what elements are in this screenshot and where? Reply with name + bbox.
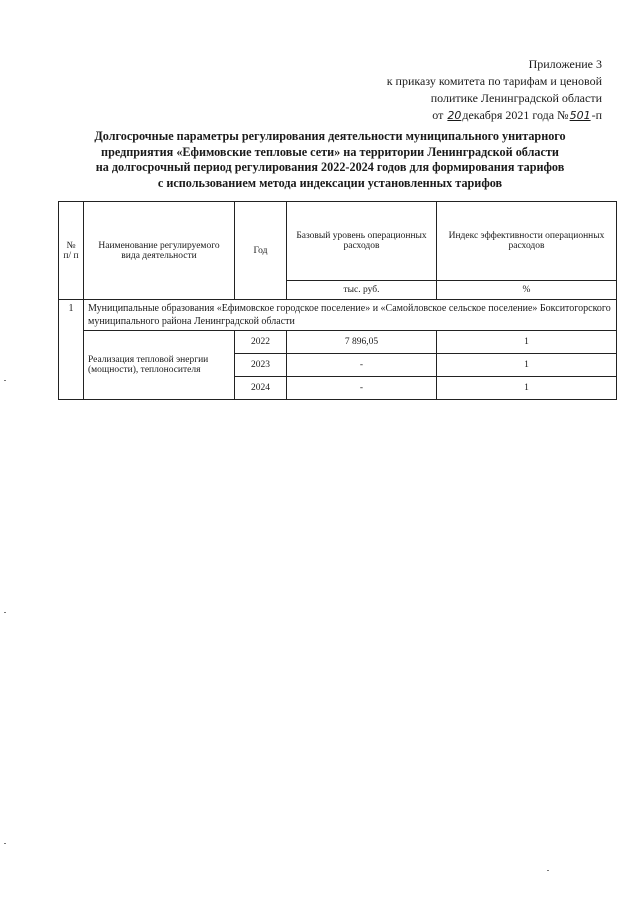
parameters-table <box>58 201 617 400</box>
scan-speck <box>4 843 6 844</box>
appendix-date-line <box>342 107 602 124</box>
appendix-title: Приложение 3 <box>528 57 602 71</box>
header-row <box>59 202 617 281</box>
date-rest: декабря 2021 года № <box>462 108 569 122</box>
activity-name: Реализация тепловой энергии (мощности), теплоносителя <box>84 331 235 400</box>
base-level-cell: - <box>287 377 437 400</box>
unit-base: тыс. руб. <box>287 281 437 300</box>
scan-speck <box>4 612 6 613</box>
handwritten-day: 20 <box>447 109 462 122</box>
title-line-2: предприятия «Ефимовские тепловые сети» на территории Ленинградской области <box>101 144 559 159</box>
index-cell: 1 <box>437 331 617 354</box>
date-prefix: от <box>432 108 444 122</box>
base-level-cell: 7 896,05 <box>287 331 437 354</box>
header-efficiency-index: Индекс эффективности операционных расходов <box>437 202 617 281</box>
scan-speck <box>547 870 549 871</box>
region-row <box>59 300 617 331</box>
table-row <box>59 331 617 354</box>
year-cell: 2022 <box>235 331 287 354</box>
unit-index: % <box>437 281 617 300</box>
header-year: Год <box>235 202 287 300</box>
handwritten-order-number: 501 <box>569 109 591 122</box>
year-cell: 2024 <box>235 377 287 400</box>
index-cell: 1 <box>437 377 617 400</box>
title-line-1: Долгосрочные параметры регулирования деятельности муниципального унитарного <box>94 129 566 143</box>
title-line-4: с использованием метода индексации установленных тарифов <box>157 175 503 190</box>
year-cell: 2023 <box>235 354 287 377</box>
appendix-block <box>342 56 602 124</box>
index-cell: 1 <box>437 354 617 377</box>
scan-speck <box>4 380 6 381</box>
appendix-order-ref: к приказу комитета по тарифам и ценовой <box>386 74 602 88</box>
header-activity: Наименование регулируемого вида деятельности <box>84 202 235 300</box>
base-level-cell: - <box>287 354 437 377</box>
header-num: № п/ п <box>59 202 84 300</box>
row-number: 1 <box>59 300 84 400</box>
title-line-3: на долгосрочный период регулирования 2022-2024 годов для формирования тарифов <box>95 160 565 174</box>
region-name: Муниципальные образования «Ефимовское городское поселение» и «Самойловское сельское поселение» Бокситогорского муниципального района Ленинградской области <box>84 300 617 331</box>
document-title <box>60 129 600 191</box>
order-suffix: -п <box>591 108 602 122</box>
appendix-committee: политике Ленинградской области <box>430 91 602 105</box>
header-base-level: Базовый уровень операционных расходов <box>287 202 437 281</box>
